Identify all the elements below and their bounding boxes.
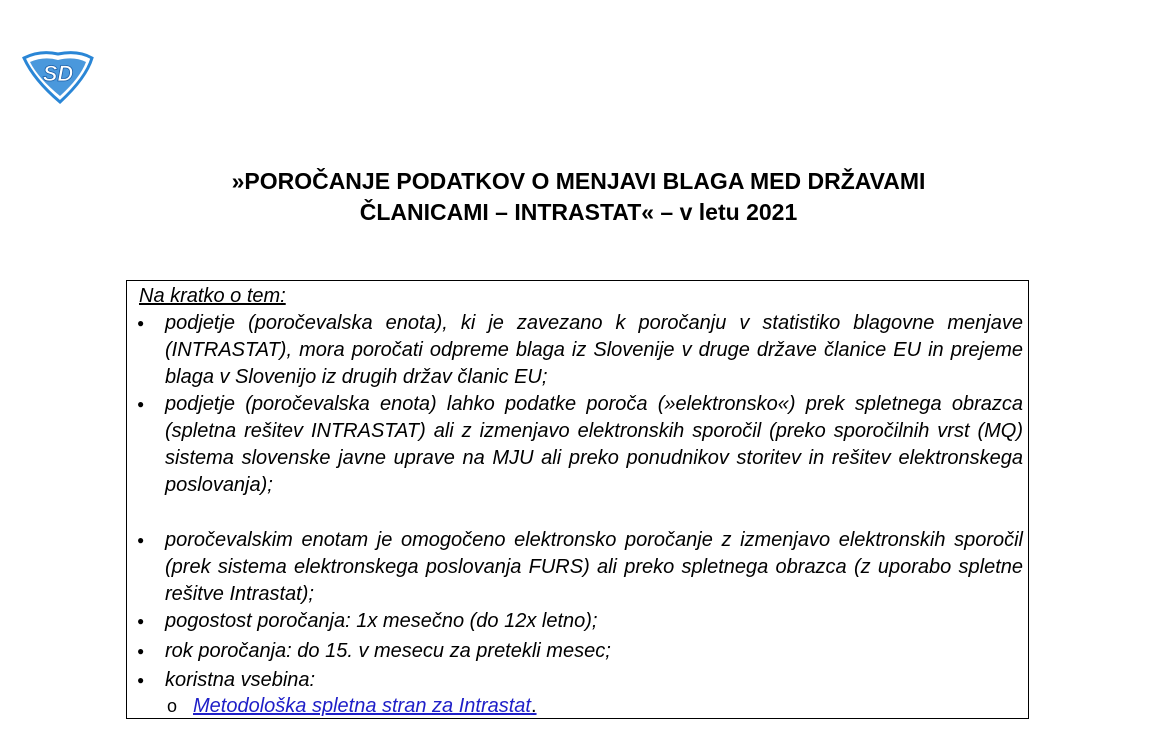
- page-title-line-1: »POROČANJE PODATKOV O MENJAVI BLAGA MED DRŽAVAMI: [231, 168, 926, 194]
- bullet-icon: ●: [137, 397, 145, 411]
- list-item: rok poročanja: do 15. v mesecu za pretekli mesec;: [165, 640, 611, 662]
- sd-shield-logo-icon: [20, 48, 96, 104]
- page-title-line-2: ČLANICAMI – INTRASTAT« – v letu 2021: [359, 199, 798, 225]
- sub-bullet-marker: o: [167, 696, 178, 716]
- list-item: poročevalskim enotam je omogočeno elektronsko poročanje z izmenjavo elektronskih sporočil (prek sistema elektronskega poslovanja FURS) ali preko spletnega obrazca (z uporabo spletne rešitve Intrastat);: [165, 529, 1023, 605]
- bullet-icon: ●: [137, 533, 145, 547]
- logo-text: SD: [42, 61, 74, 86]
- list-item: podjetje (poročevalska enota), ki je zavezano k poročanju v statistiko blagovne menjave (INTRASTAT), mora poročati odpreme blaga iz Slovenije v druge države članice EU in prejeme blaga v Slovenijo iz drugih držav članic EU;: [165, 312, 1023, 388]
- bullet-icon: ●: [137, 644, 145, 658]
- bullet-icon: ●: [137, 316, 145, 330]
- list-item: koristna vsebina:: [165, 669, 316, 691]
- summary-heading: Na kratko o tem:: [139, 285, 286, 307]
- link-period: .: [530, 695, 537, 717]
- methodology-link-label[interactable]: Metodološka spletna stran za Intrastat: [193, 695, 531, 717]
- list-item: podjetje (poročevalska enota) lahko podatke poroča (»elektronsko«) prek spletnega obrazca (spletna rešitev INTRASTAT) ali z izmenjavo elektronskih sporočil (preko sporočilnih vrst (MQ) sistema slovenske javne uprave na MJU ali preko ponudnikov storitev in rešitev elektronskega poslovanja);: [165, 393, 1023, 496]
- summary-box: [126, 280, 1029, 719]
- list-item: pogostost poročanja: 1x mesečno (do 12x letno);: [165, 610, 598, 632]
- bullet-icon: ●: [137, 673, 145, 687]
- bullet-icon: ●: [137, 614, 145, 628]
- methodology-link[interactable]: [193, 693, 537, 720]
